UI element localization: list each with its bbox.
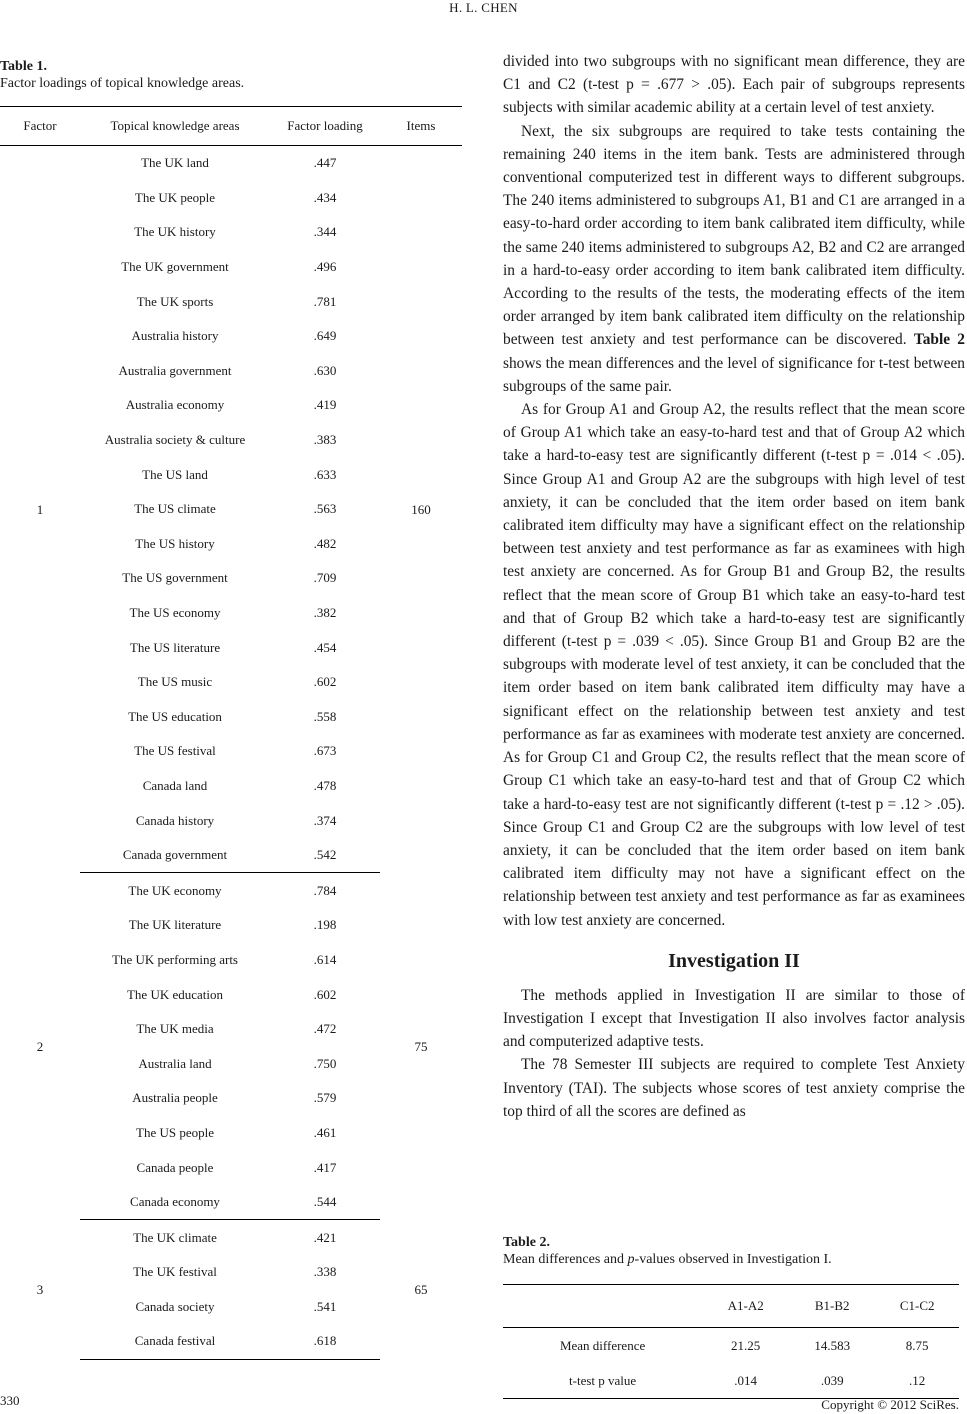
loading-cell: .649: [313, 328, 337, 344]
table2-header: C1-C2: [875, 1285, 959, 1328]
table2-header: A1-A2: [702, 1285, 789, 1328]
loading-cell: .344: [313, 224, 337, 240]
loading-cell: .541: [313, 1298, 337, 1314]
table1-header-items: Items: [380, 106, 462, 146]
topic-cell: Australia people: [132, 1090, 218, 1106]
loading-cell: .558: [313, 708, 337, 724]
paragraph: The methods applied in Investigation II are similar to those of Investigation I except that Investigation II also involves factor analysis and computerized adaptive tests.: [503, 986, 965, 1051]
topic-cell: The US history: [135, 535, 215, 551]
loading-cell: .544: [270, 1185, 380, 1221]
loading-cell: .461: [313, 1124, 337, 1140]
topic-cell: Canada festival: [80, 1324, 270, 1360]
topic-cell: Canada government: [80, 838, 270, 874]
loading-cell: .709: [313, 570, 337, 586]
items-cell: 160: [411, 501, 431, 517]
table2-header: [503, 1285, 702, 1328]
table1-header-loading: Factor loading: [270, 106, 380, 146]
topic-cell: The UK history: [134, 224, 216, 240]
loading-cell: .198: [313, 917, 337, 933]
topic-cell: The UK sports: [136, 293, 214, 309]
table1-body: [0, 146, 462, 1360]
table-cell: Mean difference: [559, 1337, 646, 1353]
table-cell: .014: [702, 1363, 789, 1399]
table2: [503, 1284, 959, 1399]
running-head: H. L. CHEN: [449, 0, 518, 15]
topic-cell: Australia land: [138, 1055, 212, 1071]
topic-cell: The UK economy: [128, 882, 222, 898]
topic-cell: The US economy: [129, 605, 221, 621]
loading-cell: .338: [313, 1264, 337, 1280]
table-cell: .12: [875, 1363, 959, 1399]
topic-cell: The UK education: [126, 986, 224, 1002]
table1-label: Table 1.: [0, 59, 47, 74]
topic-cell: The UK performing arts: [112, 951, 238, 967]
topic-cell: The UK climate: [133, 1229, 217, 1245]
topic-cell: The US government: [122, 570, 228, 586]
loading-cell: .633: [313, 466, 337, 482]
loading-cell: .419: [313, 397, 337, 413]
topic-cell: Australia economy: [125, 397, 225, 413]
loading-cell: .614: [313, 951, 337, 967]
loading-cell: .781: [313, 293, 337, 309]
paragraph: Next, the six subgroups are required to take tests containing the remaining 240 items in the item bank. Tests are administered through conventional computerized test in different ways to different subgroups. The 240 items administered to subgroups A1, B1 and C1 are arranged in a easy-to-hard order according to item bank calibrated item difficulty, while the same 240 items administered to subgroups A2, B2 and C2 are arranged in a hard-to-easy order according to item bank calibrated item difficulty. According to the results of the tests, the moderating effects of the item order arranged by item bank calibrated item difficulty on the relationship between test anxiety and test performance can be discovered. Table 2 shows the mean differences and the level of significance for t-test between subgroups of the same pair.: [503, 122, 965, 395]
loading-cell: .482: [313, 535, 337, 551]
body-text: [503, 50, 965, 1123]
topic-cell: The UK literature: [128, 917, 222, 933]
paragraph: divided into two subgroups with no significant mean difference, they are C1 and C2 (t-test p = .677 > .05). Each pair of subgroups represents subjects with similar academic ability at a certain level of test anxiety.: [503, 53, 965, 117]
items-cell: 75: [414, 1038, 428, 1054]
table-cell: .039: [789, 1363, 875, 1399]
topic-cell: The US music: [137, 674, 213, 690]
table1-header-area: Topical knowledge areas: [80, 106, 270, 146]
topic-cell: The US festival: [134, 743, 216, 759]
loading-cell: .472: [313, 1021, 337, 1037]
table2-block: [503, 1234, 959, 1399]
topic-cell: The UK media: [136, 1021, 214, 1037]
copyright: Copyright © 2012 SciRes.: [821, 1397, 959, 1412]
loading-cell: .673: [313, 743, 337, 759]
table1-header-factor: Factor: [0, 106, 80, 146]
table1: [0, 106, 462, 1360]
loading-cell: .454: [313, 639, 337, 655]
topic-cell: Australia society & culture: [104, 432, 246, 448]
loading-cell: .434: [313, 189, 337, 205]
table-cell: 21.25: [731, 1337, 761, 1353]
table2-header: B1-B2: [789, 1285, 875, 1328]
table-cell: t-test p value: [503, 1363, 702, 1399]
table-row: [0, 1220, 462, 1255]
loading-cell: .602: [313, 986, 337, 1002]
loading-cell: .563: [313, 501, 337, 517]
loading-cell: .417: [313, 1159, 337, 1175]
topic-cell: The US education: [128, 708, 222, 724]
topic-cell: The US climate: [134, 501, 216, 517]
topic-cell: Canada people: [136, 1159, 214, 1175]
topic-cell: Canada land: [142, 777, 208, 793]
topic-cell: Canada history: [135, 812, 215, 828]
table1-block: [0, 58, 462, 1360]
table-row: [503, 1363, 959, 1399]
table-row: [0, 873, 462, 908]
topic-cell: Australia government: [118, 362, 232, 378]
table-row: [0, 146, 462, 181]
table-cell: 14.583: [814, 1337, 851, 1353]
table1-caption: Factor loadings of topical knowledge areas.: [0, 76, 245, 91]
page-number: 330: [0, 1393, 20, 1408]
paragraph: As for Group A1 and Group A2, the results reflect that the mean score of Group A1 which take an easy-to-hard test and that of Group A2 which take a hard-to-easy test are significantly different (t-test p = .014 < .05). Since Group A1 and Group A2 are the subgroups with high level of test anxiety, it can be concluded that the item order based on item bank calibrated item difficulty may have a significant effect on the relationship between test anxiety and test performance as far as examinees with high test anxiety are concerned. As for Group B1 and Group B2, the results reflect that the mean score of Group B1 which take an easy-to-hard test and that of Group B2 which take a hard-to-easy test are significantly different (t-test p = .039 < .05). Since Group B1 and Group B2 are the subgroups with moderate level of test anxiety, it can be concluded that the item order based on item bank calibrated item difficulty may have a significant effect on the relationship between test anxiety and test performance as far as examinees with moderate test anxiety are concerned. As for Group C1 and Group C2, the results reflect that the mean score of Group C1 which take an easy-to-hard test and that of Group C2 which take a hard-to-easy test are not significantly different (t-test p = .12 > .05). Since Group C1 and Group C2 are the subgroups with low level of test anxiety, it can be concluded that the item order based on item bank calibrated item difficulty may not have a significant effect on the relationship between test anxiety and test performance as far as examinees with low test anxiety are concerned.: [503, 401, 965, 929]
paragraph: The 78 Semester III subjects are required to complete Test Anxiety Inventory (TAI). The subjects whose scores of test anxiety comprise the top third of all the scores are defined as: [503, 1056, 965, 1120]
section-heading: Investigation II: [668, 949, 800, 972]
factor-cell: 3: [36, 1282, 44, 1298]
loading-cell: .784: [313, 882, 337, 898]
loading-cell: .542: [270, 838, 380, 874]
loading-cell: .447: [313, 155, 337, 171]
loading-cell: .421: [313, 1229, 337, 1245]
table-cell: 8.75: [905, 1337, 929, 1353]
topic-cell: The US land: [142, 466, 208, 482]
table2-caption: Mean differences and p-values observed in Investigation I.: [503, 1252, 832, 1267]
items-cell: 65: [414, 1282, 428, 1298]
loading-cell: .374: [313, 812, 337, 828]
loading-cell: .579: [313, 1090, 337, 1106]
loading-cell: .750: [313, 1055, 337, 1071]
table2-label: Table 2.: [503, 1235, 550, 1250]
topic-cell: The US literature: [129, 639, 221, 655]
factor-cell: 2: [36, 1038, 44, 1054]
topic-cell: The UK festival: [133, 1264, 217, 1280]
loading-cell: .602: [313, 674, 337, 690]
loading-cell: .383: [313, 432, 337, 448]
loading-cell: .618: [270, 1324, 380, 1360]
topic-cell: Australia history: [131, 328, 219, 344]
topic-cell: The UK land: [141, 155, 209, 171]
loading-cell: .496: [313, 259, 337, 275]
loading-cell: .478: [313, 777, 337, 793]
table2-reference: Table 2: [913, 331, 965, 349]
factor-cell: 1: [36, 501, 44, 517]
topic-cell: The US people: [136, 1124, 214, 1140]
topic-cell: The UK people: [134, 189, 216, 205]
topic-cell: Canada society: [135, 1298, 215, 1314]
table-row: [503, 1328, 959, 1364]
topic-cell: The UK government: [121, 259, 229, 275]
topic-cell: Canada economy: [80, 1185, 270, 1221]
loading-cell: .630: [313, 362, 337, 378]
loading-cell: .382: [313, 605, 337, 621]
